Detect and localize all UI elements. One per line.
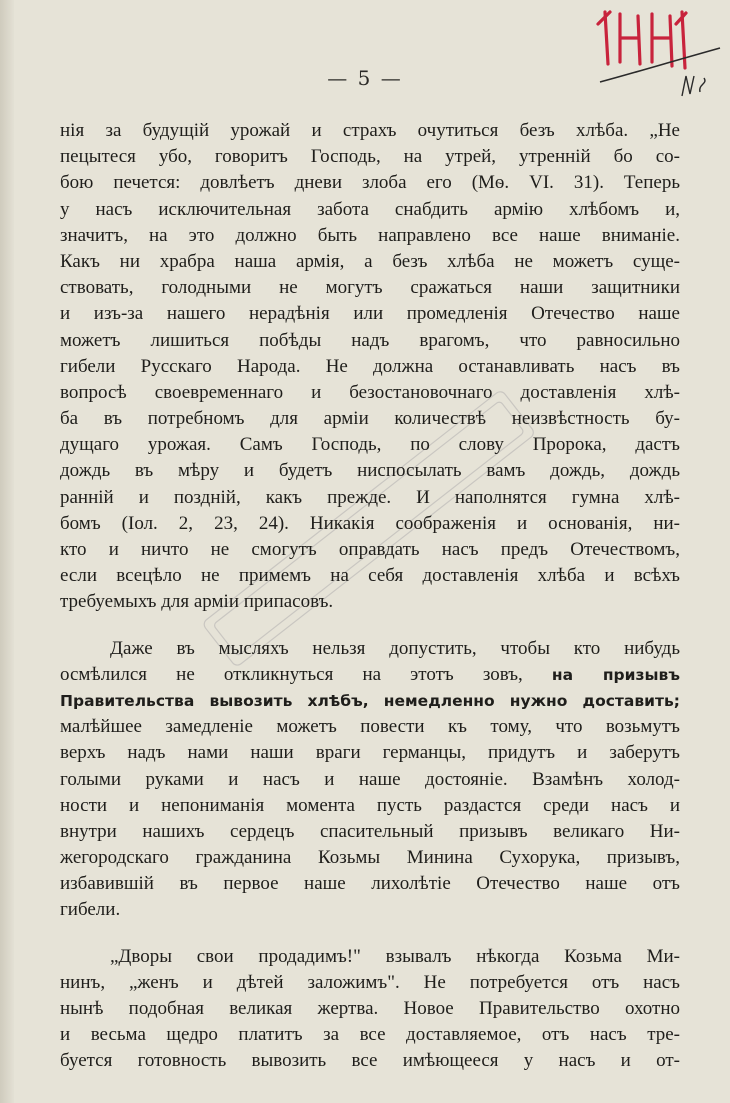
text-line: жегородскаго гражданина Козьмы Минина Сухорука, призывъ, [60,847,680,869]
text-line: значитъ, на это должно быть направлено все наше вниманіе. [60,224,680,246]
text-line: гибели. [60,899,121,921]
text-line: „Дворы свои продадимъ!" взывалъ нѣкогда Козьма Ми- [110,945,680,967]
text-line: вопросѣ своевременнаго и безостановочнаго доставленія хлѣ- [60,381,680,403]
text-line: и изъ-за нашего нерадѣнія или промедленія Отечество наше [60,303,680,325]
text-line: дождь въ мѣру и будетъ ниспосылать вамъ дождь, дождь [60,460,680,482]
text-line: требуемыхъ для арміи припасовъ. [60,591,334,613]
text-line: если всецѣло не примемъ на себя доставленія хлѣба и всѣхъ [60,565,680,587]
text-line-with-emphasis [60,662,680,688]
emphasis-text: на призывъ [551,665,680,684]
text-line: пецытеся убо, говоритъ Господь, на утрей, утренній бо со- [60,146,680,168]
body-text [60,118,680,1075]
text-line: Какъ ни храбра наша армія, а безъ хлѣба не можетъ суще- [60,250,680,272]
text-line: буется готовность вывозить все имѣющееся у насъ и от- [60,1050,680,1072]
text-line: верхъ надъ нами наши враги германцы, придутъ и заберутъ [60,742,680,764]
text-line: и весьма щедро платитъ за все доставляемое, отъ насъ тре- [60,1024,680,1046]
text-line: ствовать, голодными не могутъ сражаться наши защитники [60,277,680,299]
text-line: Даже въ мысляхъ нельзя допустить, чтобы кто нибудь [110,637,680,659]
text-line: бою печется: довлѣетъ дневи злоба его (Мѳ. VI. 31). Теперь [60,172,680,194]
emphasis-line: Прaвительства вывозить хлѣбъ, немедленно нужно доставить; [60,691,680,710]
text-line: кто и ничто не смогутъ оправдать насъ предъ Отечествомъ, [60,539,680,560]
text-line: нынѣ подобная великая жертва. Новое Правительство охотно [60,998,680,1019]
text-line: ранній и поздній, какъ прежде. И наполнятся гумна хлѣ- [60,486,680,508]
text-line: дущаго урожая. Самъ Господь, по слову Пророка, дастъ [60,434,680,456]
text-line: голыми руками и насъ и наше достояніе. Взамѣнъ холод- [60,768,680,790]
text-line: избавившій въ первое наше лихолѣтіе Отечество наше отъ [60,873,680,895]
text-line: можетъ лишиться побѣды надъ врагомъ, что равносильно [60,329,680,351]
text-line: бомъ (Іол. 2, 23, 24). Никакія соображенія и основанія, ни- [60,512,680,534]
text-line: ности и непониманія момента пусть раздастся среди насъ и [60,794,680,816]
text-line: внутри нашихъ сердецъ спасительный призывъ великаго Ни- [60,820,680,842]
text-line: ба въ потребномъ для арміи количествѣ неизвѣстность бу- [60,408,680,430]
text-line: нинъ, „женъ и дѣтей заложимъ". Не потребуется отъ насъ [60,971,680,993]
text-line: гибели Русскаго Народа. Не должна останавливать насъ въ [60,355,680,377]
page-edge [0,0,14,1103]
text-line: у насъ исключительная забота снабдить армію хлѣбомъ и, [60,198,680,220]
text-fragment: осмѣлился не откликнуться на этотъ зовъ, [60,663,523,685]
text-line: малѣйшее замедленіе можетъ повести къ тому, что возьмутъ [60,716,680,738]
text-line: нія за будущій урожай и страхъ очутиться безъ хлѣба. „Не [60,120,680,141]
page-number: — 5 — [327,66,403,90]
